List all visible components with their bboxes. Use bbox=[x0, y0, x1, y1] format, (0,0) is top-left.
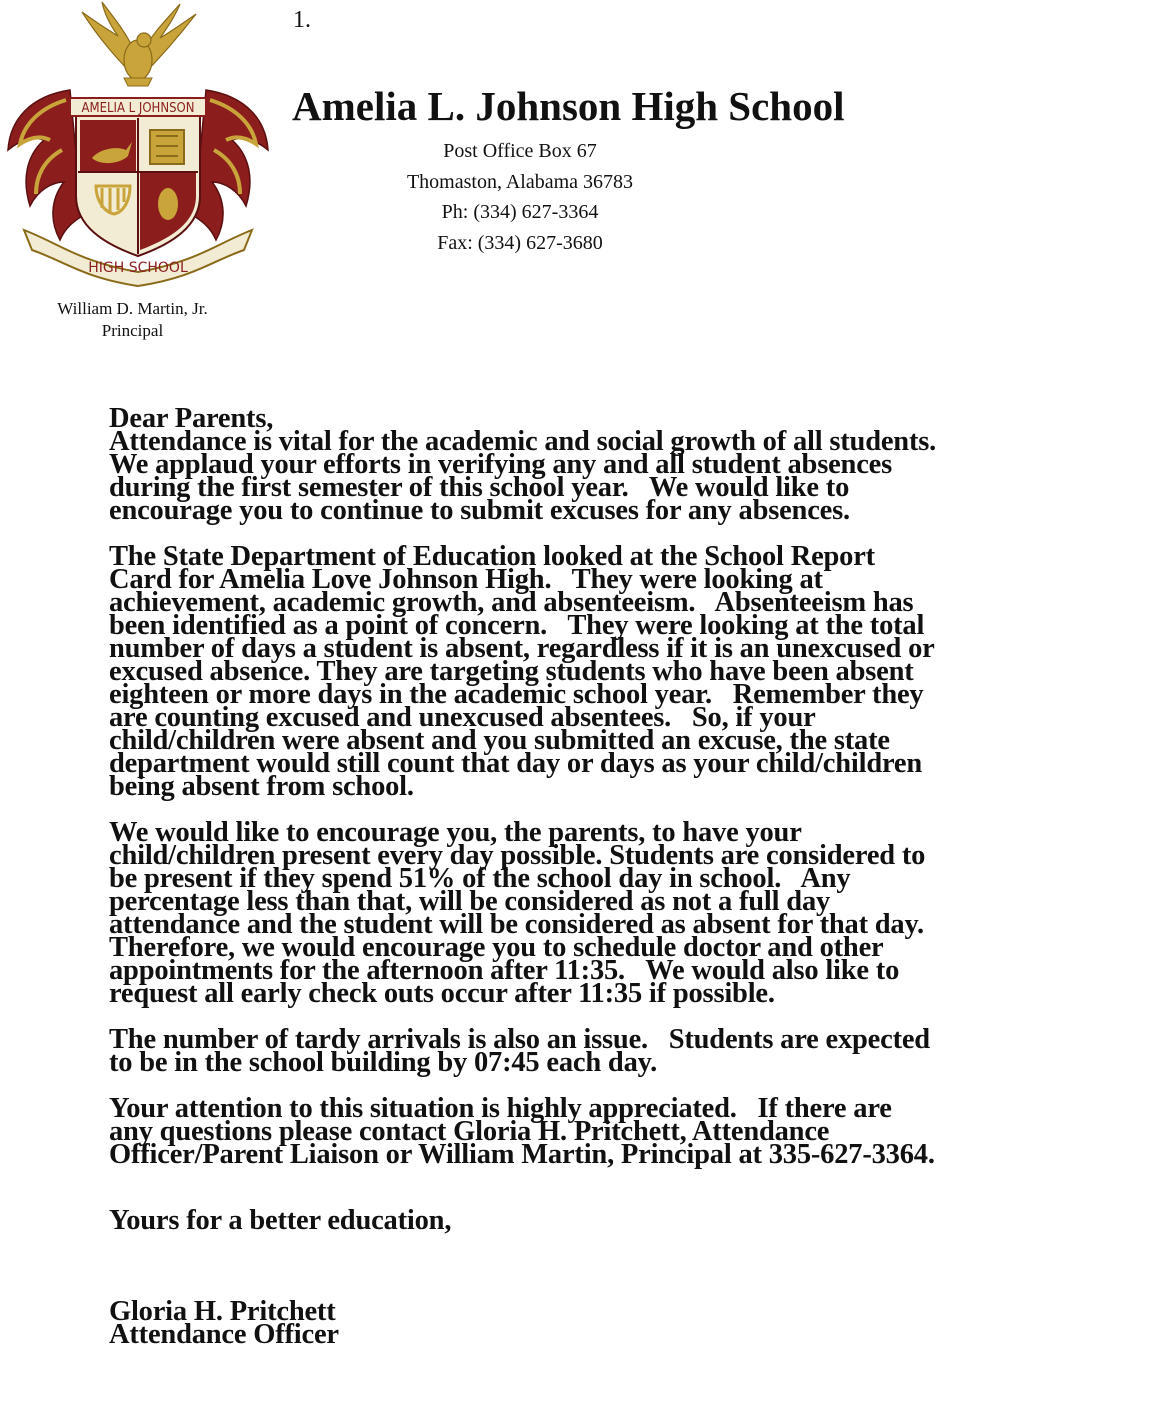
text-line: to be in the school building by 07:45 each day. bbox=[109, 1047, 658, 1078]
crest-bottom-banner-text: HIGH SCHOOL bbox=[88, 260, 188, 276]
page-number: 1. bbox=[293, 7, 311, 33]
signer-title: Attendance Officer bbox=[109, 1319, 339, 1350]
text-line: Attendance is vital for the academic and social growth of all students. bbox=[109, 426, 937, 457]
text-line: The State Department of Education looked at the School Report bbox=[109, 541, 875, 572]
text-line: been identified as a point of concern. They were looking at the total bbox=[109, 610, 925, 641]
text-line: excused absence. They are targeting students who have been absent bbox=[109, 656, 914, 687]
address-city-state: Thomaston, Alabama 36783 bbox=[406, 170, 634, 193]
text-line: Your attention to this situation is highly appreciated. If there are bbox=[109, 1093, 892, 1124]
emblem-icon bbox=[158, 188, 178, 220]
paragraph-3 bbox=[109, 817, 1109, 1009]
text-line: during the first semester of this school year. We would like to bbox=[109, 472, 850, 503]
text-line: any questions please contact Gloria H. Pritchett, Attendance bbox=[109, 1116, 830, 1147]
text-line: eighteen or more days in the academic school year. Remember they bbox=[109, 679, 924, 710]
eagle-icon bbox=[82, 2, 196, 86]
text-line: attendance and the student will be considered as absent for that day. bbox=[109, 909, 924, 940]
salutation: Dear Parents, bbox=[109, 403, 274, 434]
address-phone: Ph: (334) 627-3364 bbox=[441, 201, 599, 223]
text-line: The number of tardy arrivals is also an issue. Students are expected bbox=[109, 1024, 930, 1055]
text-line: percentage less than that, will be considered as not a full day bbox=[109, 886, 831, 917]
paragraph-5 bbox=[109, 1093, 1109, 1170]
school-name: Amelia L. Johnson High School bbox=[292, 83, 845, 129]
text-line: being absent from school. bbox=[109, 771, 414, 802]
text-line: encourage you to continue to submit excuses for any absences. bbox=[109, 495, 850, 526]
paragraph-4 bbox=[109, 1024, 1109, 1078]
principal-name: William D. Martin, Jr. bbox=[57, 299, 208, 318]
text-line: child/children were absent and you submitted an excuse, the state bbox=[109, 725, 890, 756]
crest-top-banner-text: AMELIA L JOHNSON bbox=[81, 101, 195, 116]
text-line: request all early check outs occur after 11:35 if possible. bbox=[109, 978, 775, 1009]
signature-block bbox=[109, 1296, 339, 1350]
text-line: We would like to encourage you, the parents, to have your bbox=[109, 817, 802, 848]
closing: Yours for a better education, bbox=[109, 1205, 452, 1236]
principal-block bbox=[30, 298, 235, 342]
text-line: are counting excused and unexcused absentees. So, if your bbox=[109, 702, 816, 733]
text-line: child/children present every day possible. Students are considered to bbox=[109, 840, 926, 871]
text-line: Officer/Parent Liaison or William Martin, Principal at 335-627-3364. bbox=[109, 1139, 935, 1170]
text-line: be present if they spend 51% of the school day in school. Any bbox=[109, 863, 851, 894]
school-address bbox=[380, 136, 660, 258]
book-icon bbox=[150, 130, 184, 164]
paragraph-2 bbox=[109, 541, 1109, 802]
text-line: Card for Amelia Love Johnson High. They were looking at bbox=[109, 564, 823, 595]
text-line: achievement, academic growth, and absenteeism. Absenteeism has bbox=[109, 587, 914, 618]
signer-name: Gloria H. Pritchett bbox=[109, 1296, 336, 1327]
text-line: We applaud your efforts in verifying any and all student absences bbox=[109, 449, 892, 480]
text-line: number of days a student is absent, regardless if it is an unexcused or bbox=[109, 633, 935, 664]
principal-title: Principal bbox=[101, 321, 164, 340]
address-po-box: Post Office Box 67 bbox=[443, 140, 597, 162]
letter-body bbox=[109, 403, 1109, 1350]
school-crest-logo bbox=[0, 0, 272, 290]
address-fax: Fax: (334) 627-3680 bbox=[437, 231, 603, 254]
text-line: Therefore, we would encourage you to schedule doctor and other bbox=[109, 932, 884, 963]
text-line: appointments for the afternoon after 11:35. We would also like to bbox=[109, 955, 900, 986]
paragraph-1 bbox=[109, 403, 1109, 526]
text-line: department would still count that day or days as your child/children bbox=[109, 748, 923, 779]
